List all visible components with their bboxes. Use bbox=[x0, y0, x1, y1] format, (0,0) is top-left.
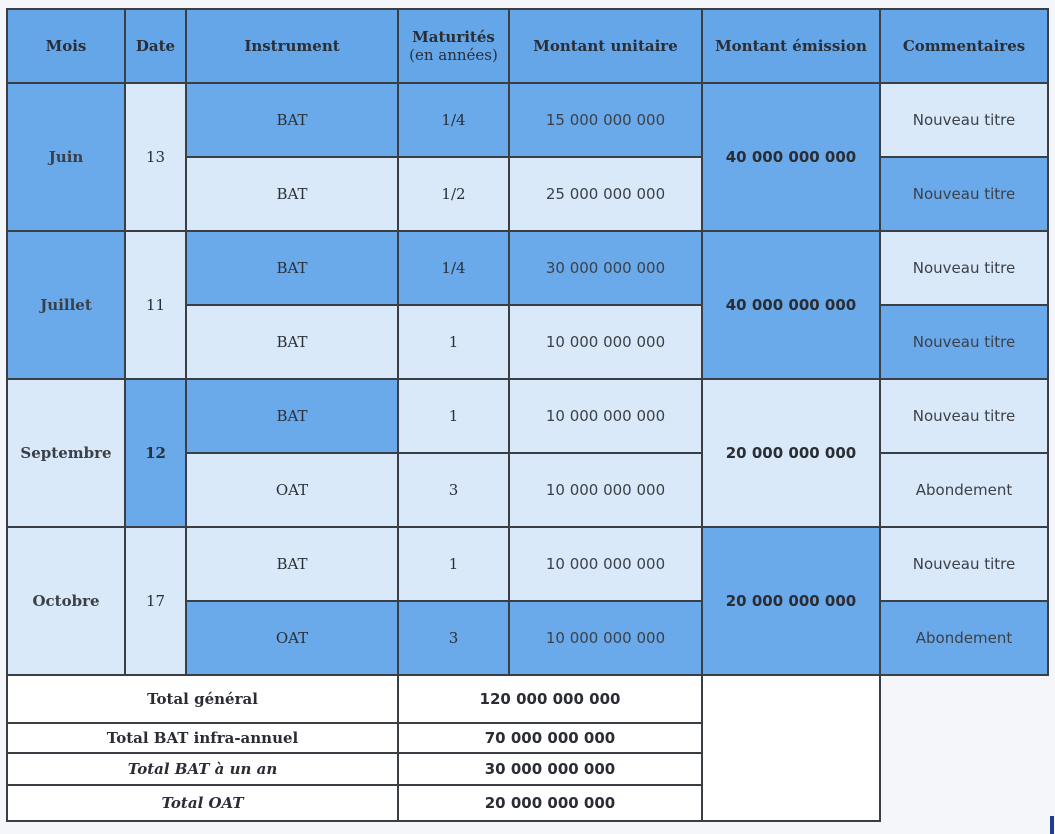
cell-instrument: BAT bbox=[186, 231, 398, 305]
cell-commentaire: Nouveau titre bbox=[880, 157, 1048, 231]
cell-montant: 10 000 000 000 bbox=[509, 305, 702, 379]
total-row bbox=[7, 675, 1048, 723]
cell-emission: 40 000 000 000 bbox=[702, 231, 880, 379]
cell-maturite: 1/2 bbox=[398, 157, 509, 231]
cell-mois: Juillet bbox=[7, 231, 125, 379]
cell-mois: Octobre bbox=[7, 527, 125, 675]
cell-mois: Juin bbox=[7, 83, 125, 231]
table-row bbox=[7, 527, 1048, 601]
header-instrument: Instrument bbox=[186, 9, 398, 83]
cell-montant: 10 000 000 000 bbox=[509, 601, 702, 675]
cell-instrument: BAT bbox=[186, 305, 398, 379]
cell-maturite: 3 bbox=[398, 601, 509, 675]
header-maturite-line2: (en années) bbox=[409, 46, 498, 64]
cell-montant: 10 000 000 000 bbox=[509, 379, 702, 453]
cell-commentaire: Nouveau titre bbox=[880, 527, 1048, 601]
cell-commentaire: Nouveau titre bbox=[880, 305, 1048, 379]
cell-maturite: 1 bbox=[398, 527, 509, 601]
cell-mois: Septembre bbox=[7, 379, 125, 527]
emission-schedule-table bbox=[6, 8, 1049, 822]
cell-instrument: OAT bbox=[186, 601, 398, 675]
total-bat-un-an-value: 30 000 000 000 bbox=[398, 753, 702, 785]
cell-montant: 25 000 000 000 bbox=[509, 157, 702, 231]
cell-instrument: BAT bbox=[186, 157, 398, 231]
cell-date: 12 bbox=[125, 379, 186, 527]
cell-commentaire: Nouveau titre bbox=[880, 379, 1048, 453]
cell-commentaire: Abondement bbox=[880, 453, 1048, 527]
header-maturite-line1: Maturités bbox=[412, 28, 495, 46]
cell-maturite: 1/4 bbox=[398, 83, 509, 157]
cell-montant: 10 000 000 000 bbox=[509, 527, 702, 601]
cell-commentaire: Nouveau titre bbox=[880, 83, 1048, 157]
total-row bbox=[7, 753, 1048, 785]
cell-commentaire: Abondement bbox=[880, 601, 1048, 675]
cell-montant: 30 000 000 000 bbox=[509, 231, 702, 305]
cell-maturite: 1/4 bbox=[398, 231, 509, 305]
cell-montant: 10 000 000 000 bbox=[509, 453, 702, 527]
cell-maturite: 1 bbox=[398, 379, 509, 453]
cell-emission: 40 000 000 000 bbox=[702, 83, 880, 231]
total-row bbox=[7, 723, 1048, 753]
total-bat-un-an-label: Total BAT à un an bbox=[7, 753, 398, 785]
total-general-value: 120 000 000 000 bbox=[398, 675, 702, 723]
cell-instrument: OAT bbox=[186, 453, 398, 527]
totals-empty-cell bbox=[702, 675, 880, 821]
table-row bbox=[7, 379, 1048, 453]
cell-instrument: BAT bbox=[186, 83, 398, 157]
total-bat-infra-label: Total BAT infra-annuel bbox=[7, 723, 398, 753]
total-oat-label: Total OAT bbox=[7, 785, 398, 821]
header-montant-unitaire: Montant unitaire bbox=[509, 9, 702, 83]
header-row bbox=[7, 9, 1048, 83]
header-commentaires: Commentaires bbox=[880, 9, 1048, 83]
total-bat-infra-value: 70 000 000 000 bbox=[398, 723, 702, 753]
header-maturite bbox=[398, 9, 509, 83]
cell-commentaire: Nouveau titre bbox=[880, 231, 1048, 305]
corner-mark bbox=[1050, 816, 1054, 834]
cell-instrument: BAT bbox=[186, 379, 398, 453]
cell-date: 17 bbox=[125, 527, 186, 675]
cell-maturite: 1 bbox=[398, 305, 509, 379]
total-oat-value: 20 000 000 000 bbox=[398, 785, 702, 821]
table-row bbox=[7, 231, 1048, 305]
cell-date: 11 bbox=[125, 231, 186, 379]
cell-emission: 20 000 000 000 bbox=[702, 527, 880, 675]
table-row bbox=[7, 83, 1048, 157]
cell-instrument: BAT bbox=[186, 527, 398, 601]
total-general-label: Total général bbox=[7, 675, 398, 723]
header-montant-emission: Montant émission bbox=[702, 9, 880, 83]
header-date: Date bbox=[125, 9, 186, 83]
cell-emission: 20 000 000 000 bbox=[702, 379, 880, 527]
cell-date: 13 bbox=[125, 83, 186, 231]
total-row bbox=[7, 785, 1048, 821]
cell-maturite: 3 bbox=[398, 453, 509, 527]
header-mois: Mois bbox=[7, 9, 125, 83]
cell-montant: 15 000 000 000 bbox=[509, 83, 702, 157]
